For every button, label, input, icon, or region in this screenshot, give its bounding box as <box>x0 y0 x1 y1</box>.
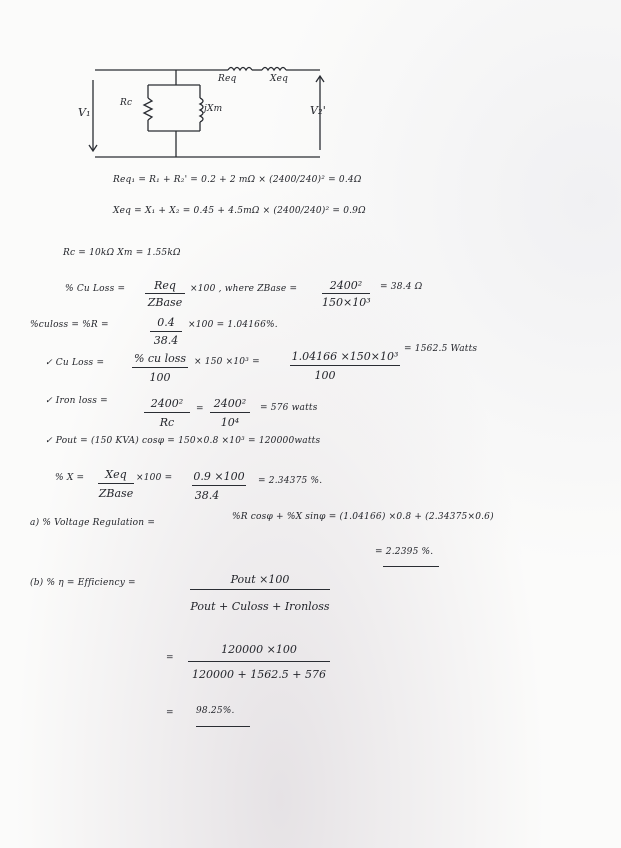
px-mid: ×100 = <box>136 473 173 483</box>
fraction-bar <box>210 412 250 413</box>
zbase-numerator: 2400² <box>329 279 363 292</box>
cu-loss-label: ✓ Cu Loss = <box>45 358 105 368</box>
efficiency-label: (b) % η = Efficiency = <box>30 578 136 588</box>
fraction-bar <box>98 483 134 484</box>
xeq-label: Xeq <box>270 74 289 84</box>
px-label: % X = <box>55 473 85 483</box>
voltage-regulation-value: = 2.2395 %. <box>375 547 434 557</box>
req-label: Req <box>218 74 237 84</box>
jxm-label: jXm <box>204 104 223 114</box>
pout-equation: ✓ Pout = (150 KVA) cosφ = 150×0.8 ×10³ = 120000watts <box>45 436 321 446</box>
xeq-equation: Xeq = X₁ + X₂ = 0.45 + 4.5mΩ × (2400/240)² = 0.9Ω <box>113 206 366 216</box>
v1-label: V₁ <box>78 106 91 119</box>
iron-loss-label: ✓ Iron loss = <box>45 396 108 406</box>
pcu-denominator: 38.4 <box>153 334 179 347</box>
req-equation: Req₁ = R₁ + R₂' = 0.2 + 2 mΩ × (2400/240)² = 0.4Ω <box>113 175 362 185</box>
cu-loss-denominator: 100 <box>149 371 171 384</box>
cu-loss-denominator-2: 100 <box>314 369 336 382</box>
pcu-label: %culoss = %R = <box>30 320 109 330</box>
result-underline <box>383 566 439 567</box>
iron-loss-denominator: Rc <box>159 416 175 429</box>
voltage-regulation-expression: %R cosφ + %X sinφ = (1.04166) ×0.8 + (2.34375×0.6) <box>232 512 494 522</box>
culoss-numerator: Req <box>154 279 176 292</box>
equivalent-circuit-diagram <box>0 0 621 200</box>
equals-sign: = <box>166 708 174 718</box>
px-numerator-2: 0.9 ×100 <box>193 470 245 483</box>
efficiency-denominator-2: 120000 + 1562.5 + 576 <box>192 668 326 681</box>
px-numerator: Xeq <box>105 468 127 481</box>
efficiency-value: 98.25%. <box>196 706 235 716</box>
v2-label: V₂' <box>310 104 326 117</box>
cu-loss-numerator: % cu loss <box>133 352 187 365</box>
fraction-bar <box>190 589 330 590</box>
iron-loss-value: = 576 watts <box>260 403 318 413</box>
px-denominator-2: 38.4 <box>194 489 220 502</box>
efficiency-numerator: Pout ×100 <box>230 573 290 586</box>
efficiency-numerator-2: 120000 ×100 <box>221 643 297 656</box>
fraction-bar <box>188 661 330 662</box>
fraction-bar <box>322 293 370 294</box>
px-value: = 2.34375 %. <box>258 476 323 486</box>
fraction-bar <box>150 331 182 332</box>
culoss-denominator: ZBase <box>147 296 183 309</box>
iron-loss-denominator-2: 10⁴ <box>220 416 240 429</box>
fraction-bar <box>144 412 190 413</box>
pcu-value: ×100 = 1.04166%. <box>188 320 278 330</box>
cu-loss-numerator-2: 1.04166 ×150×10³ <box>291 350 399 363</box>
culoss-zbase-label: ×100 , where ZBase = <box>190 284 298 294</box>
px-denominator: ZBase <box>98 487 134 500</box>
cu-loss-mid: × 150 ×10³ = <box>194 357 260 367</box>
equals-sign: = <box>166 653 174 663</box>
cu-loss-value: = 1562.5 Watts <box>404 344 478 354</box>
result-underline <box>196 726 250 727</box>
culoss-label: % Cu Loss = <box>65 284 126 294</box>
pcu-numerator: 0.4 <box>157 316 175 329</box>
efficiency-denominator: Pout + Culoss + Ironloss <box>190 600 330 613</box>
zbase-denominator: 150×10³ <box>322 296 371 309</box>
fraction-bar <box>132 367 188 368</box>
fraction-bar <box>192 485 246 486</box>
zbase-value: = 38.4 Ω <box>380 282 423 292</box>
rc-label: Rc <box>120 98 133 108</box>
voltage-regulation-label: a) % Voltage Regulation = <box>30 518 156 528</box>
iron-loss-numerator: 2400² <box>150 397 184 410</box>
rc-xm-values: Rc = 10kΩ Xm = 1.55kΩ <box>63 248 181 258</box>
fraction-bar <box>290 365 400 366</box>
equals-sign: = <box>196 404 204 414</box>
iron-loss-numerator-2: 2400² <box>213 397 247 410</box>
fraction-bar <box>145 293 185 294</box>
